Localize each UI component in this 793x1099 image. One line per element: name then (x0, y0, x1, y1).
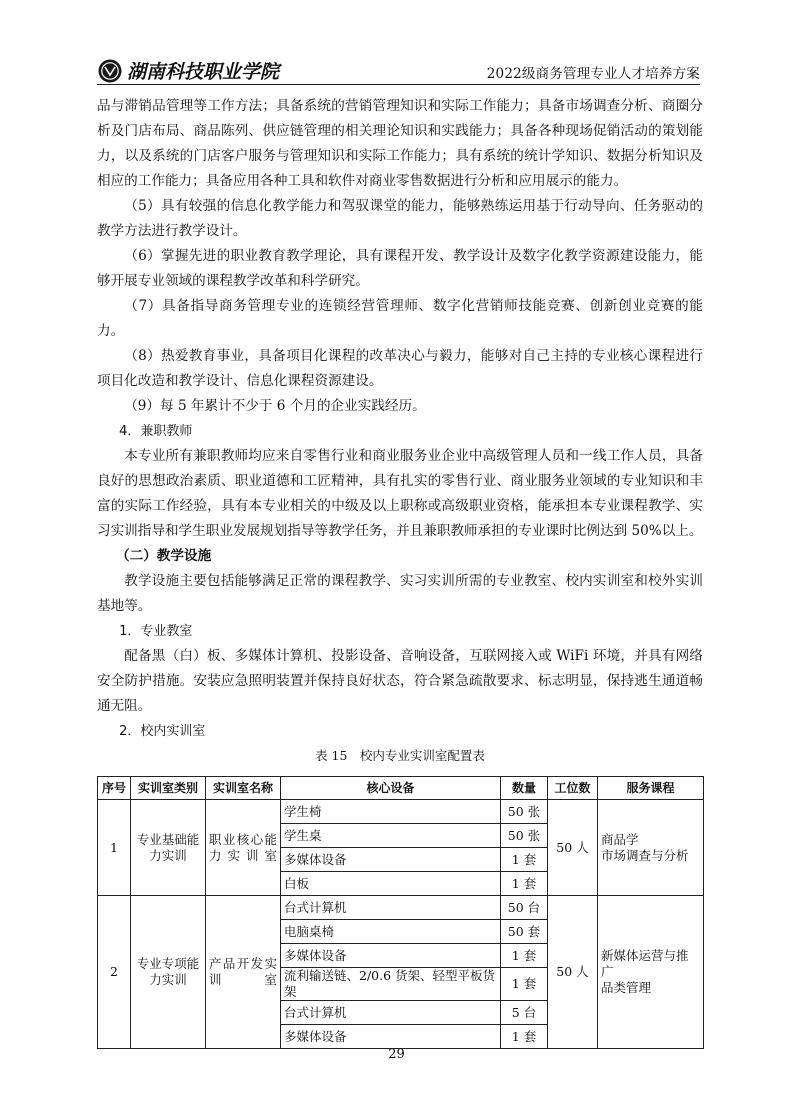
cell-device: 台式计算机 (281, 1001, 501, 1025)
cell-seats: 50 人 (548, 800, 598, 896)
school-logo (97, 58, 283, 84)
cell-device: 台式计算机 (281, 896, 501, 920)
table-row (98, 896, 704, 920)
header-courses: 服务课程 (598, 777, 704, 800)
logo-text: 湖南科技职业学院 (127, 61, 280, 83)
table-header-row (98, 777, 704, 800)
header-no: 序号 (98, 777, 131, 800)
page-number: 29 (388, 1047, 405, 1062)
body-text (97, 94, 703, 744)
paragraph-item-6: （6）掌握先进的职业教育教学理论，具有课程开发、教学设计及数字化教学资源建设能力，能够开展专业领域的课程教学改革和科学研究。 (97, 248, 703, 289)
paragraph-item-7: （7）具备指导商务管理专业的连锁经营管理师、数字化营销师技能竞赛、创新创业竞赛的能力。 (97, 298, 703, 339)
heading-classroom: 1．专业教室 (119, 624, 193, 639)
cell-courses (598, 800, 704, 896)
cell-room-name: 职业核心能力实训室 (206, 800, 281, 896)
header-device: 核心设备 (281, 777, 501, 800)
cell-qty: 1 套 (501, 968, 548, 1001)
header-rule (97, 84, 700, 85)
cell-category: 专业基础能力实训 (131, 800, 206, 896)
cell-qty: 50 张 (501, 800, 548, 824)
cell-device: 学生椅 (281, 800, 501, 824)
cell-qty: 1 套 (501, 872, 548, 896)
cell-no: 2 (98, 896, 131, 1049)
cell-qty: 1 套 (501, 944, 548, 968)
cell-device: 白板 (281, 872, 501, 896)
cell-qty: 50 套 (501, 920, 548, 944)
course-name: 商品学 (601, 831, 639, 847)
cell-no: 1 (98, 800, 131, 896)
cell-seats: 50 人 (548, 896, 598, 1049)
course-name: 市场调查与分析 (601, 847, 689, 863)
cell-room-name: 产品开发实训室 (206, 896, 281, 1049)
header-qty: 数量 (501, 777, 548, 800)
cell-courses (598, 896, 704, 1049)
cell-qty: 1 套 (501, 848, 548, 872)
paragraph-continued: 品与滞销品管理等工作方法；具备系统的营销管理知识和实际工作能力；具备市场调查分析、商圈分析及门店布局、商品陈列、供应链管理的相关理论知识和实践能力；具备各种现场促销活动的策划能力，以及系统的门店客户服务与管理知识和实际工作能力；具有系统的统计学知识、数据分析知识及相应的工作能力；具备应用各种工具和软件对商业零售数据进行分析和应用展示的能力。 (97, 98, 703, 189)
header-title: 2022级商务管理专业人才培养方案 (486, 66, 700, 82)
cell-device: 多媒体设备 (281, 944, 501, 968)
training-room-table (97, 776, 704, 1049)
heading-part-time-teachers: 4．兼职教师 (119, 424, 193, 439)
cell-qty: 5 台 (501, 1001, 548, 1025)
paragraph-item-5: （5）具有较强的信息化教学能力和驾驭课堂的能力，能够熟练运用基于行动导向、任务驱动的教学方法进行教学设计。 (97, 198, 703, 239)
section-heading-facilities: （二）教学设施 (116, 548, 212, 564)
cell-device: 学生桌 (281, 824, 501, 848)
cell-qty: 50 张 (501, 824, 548, 848)
header-room-name: 实训室名称 (206, 777, 281, 800)
paragraph-part-time-teachers: 本专业所有兼职教师均应来自零售行业和商业服务业企业中高级管理人员和一线工作人员，具备良好的思想政治素质、职业道德和工匠精神，具有扎实的零售行业、商业服务业领域的专业知识和丰富的实际工作经验，具有本专业相关的中级及以上职称或高级职业资格，能承担本专业课程教学、实习实训指导和学生职业发展规划指导等教学任务，并且兼职教师承担的专业课时比例达到 50%以上。 (97, 448, 703, 539)
cell-qty: 50 台 (501, 896, 548, 920)
cell-device: 多媒体设备 (281, 1025, 501, 1049)
paragraph-item-9: （9）每 5 年累计不少于 6 个月的企业实践经历。 (124, 398, 426, 414)
cell-device: 流利输送链、2/0.6 货架、轻型平板货架 (281, 968, 501, 1001)
header-category: 实训室类别 (131, 777, 206, 800)
cell-device: 多媒体设备 (281, 848, 501, 872)
header-seats: 工位数 (548, 777, 598, 800)
paragraph-facilities: 教学设施主要包括能够满足正常的课程教学、实习实训所需的专业教室、校内实训室和校外实训基地等。 (97, 573, 703, 614)
cell-device: 电脑桌椅 (281, 920, 501, 944)
cell-category: 专业专项能力实训 (131, 896, 206, 1049)
paragraph-item-8: （8）热爱教育事业，具备项目化课程的改革决心与毅力，能够对自己主持的专业核心课程进行项目化改造和教学设计、信息化课程资源建设。 (97, 348, 703, 389)
paragraph-classroom: 配备黑（白）板、多媒体计算机、投影设备、音响设备，互联网接入或 WiFi 环境，并具有网络安全防护措施。安装应急照明装置并保持良好状态，符合紧急疏散要求、标志明显，保持逃生通道畅通无阻。 (97, 648, 703, 714)
cell-qty: 1 套 (501, 1025, 548, 1049)
course-name: 品类管理 (601, 980, 652, 995)
page-header (97, 58, 700, 84)
table-row (98, 800, 704, 824)
heading-training-rooms: 2．校内实训室 (119, 724, 206, 739)
table-caption: 表 15 校内专业实训室配置表 (315, 748, 485, 763)
course-name: 新媒体运营与推广 (601, 948, 689, 979)
